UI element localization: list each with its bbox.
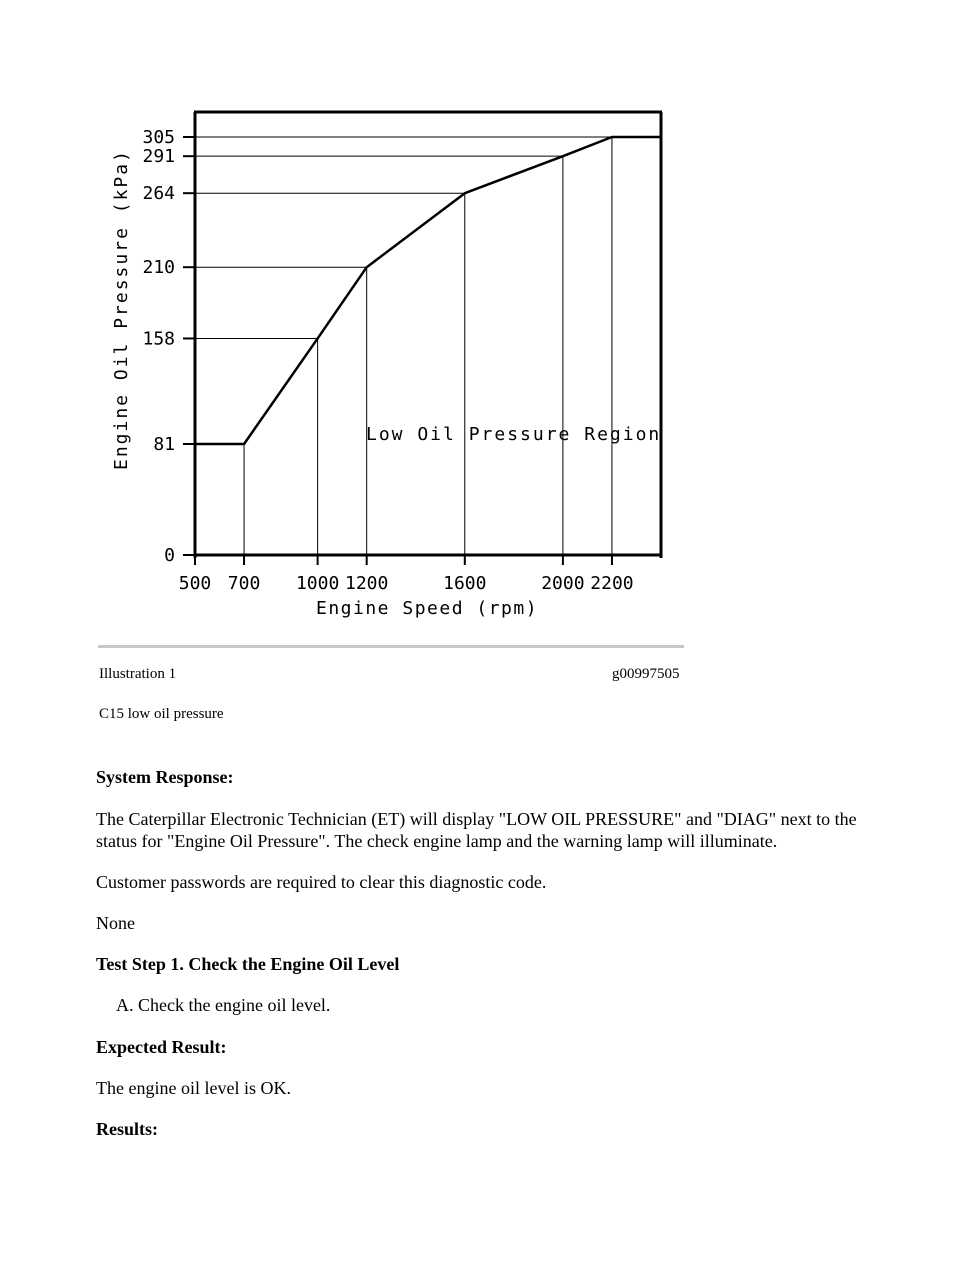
step-a-item: [116, 994, 916, 1016]
system-response-heading: System Response:: [96, 767, 234, 787]
y-tick-label: 81: [153, 433, 175, 455]
y-tick-label: 0: [164, 545, 175, 566]
figure-caption: C15 low oil pressure: [99, 706, 224, 722]
step-a-marker: A.: [116, 995, 134, 1015]
test-step-heading: Test Step 1. Check the Engine Oil Level: [96, 954, 400, 974]
x-axis-label: Engine Speed (rpm): [316, 598, 539, 619]
x-tick-label: 2000: [541, 573, 585, 594]
results-heading: Results:: [96, 1119, 158, 1139]
expected-result-text: The engine oil level is OK.: [96, 1078, 291, 1098]
chart-annotation: Low Oil Pressure Region: [366, 424, 662, 445]
pressure-curve: [195, 137, 661, 444]
x-tick-label: 700: [227, 573, 261, 594]
oil-pressure-chart: [0, 0, 700, 640]
step-a-text: Check the engine oil level.: [138, 995, 331, 1015]
passwords-text: Customer passwords are required to clear this diagnostic code.: [96, 872, 547, 892]
y-tick-label: 158: [142, 328, 175, 350]
y-tick-label: 305: [142, 127, 175, 148]
illustration-id: g00997505: [612, 666, 680, 682]
expected-result-heading: Expected Result:: [96, 1037, 227, 1057]
y-axis-label: Engine Oil Pressure (kPa): [111, 149, 132, 470]
y-tick-label: 210: [142, 257, 175, 279]
illustration-label: Illustration 1: [99, 666, 177, 682]
x-tick-label: 500: [178, 573, 212, 594]
y-tick-label: 291: [142, 146, 175, 168]
x-tick-label: 2200: [590, 573, 634, 594]
system-response-text: The Caterpillar Electronic Technician (ET) will display "LOW OIL PRESSURE" and "DIAG" next to the status for "Engine Oil Pressure". The check engine lamp and the warning lamp will illuminate.: [96, 809, 857, 851]
x-tick-label: 1200: [345, 573, 389, 594]
x-tick-label: 1000: [295, 573, 340, 594]
y-tick-label: 264: [142, 183, 175, 205]
x-tick-label: 1600: [443, 573, 487, 594]
none-text: None: [96, 913, 135, 933]
figure-divider: [98, 645, 684, 648]
